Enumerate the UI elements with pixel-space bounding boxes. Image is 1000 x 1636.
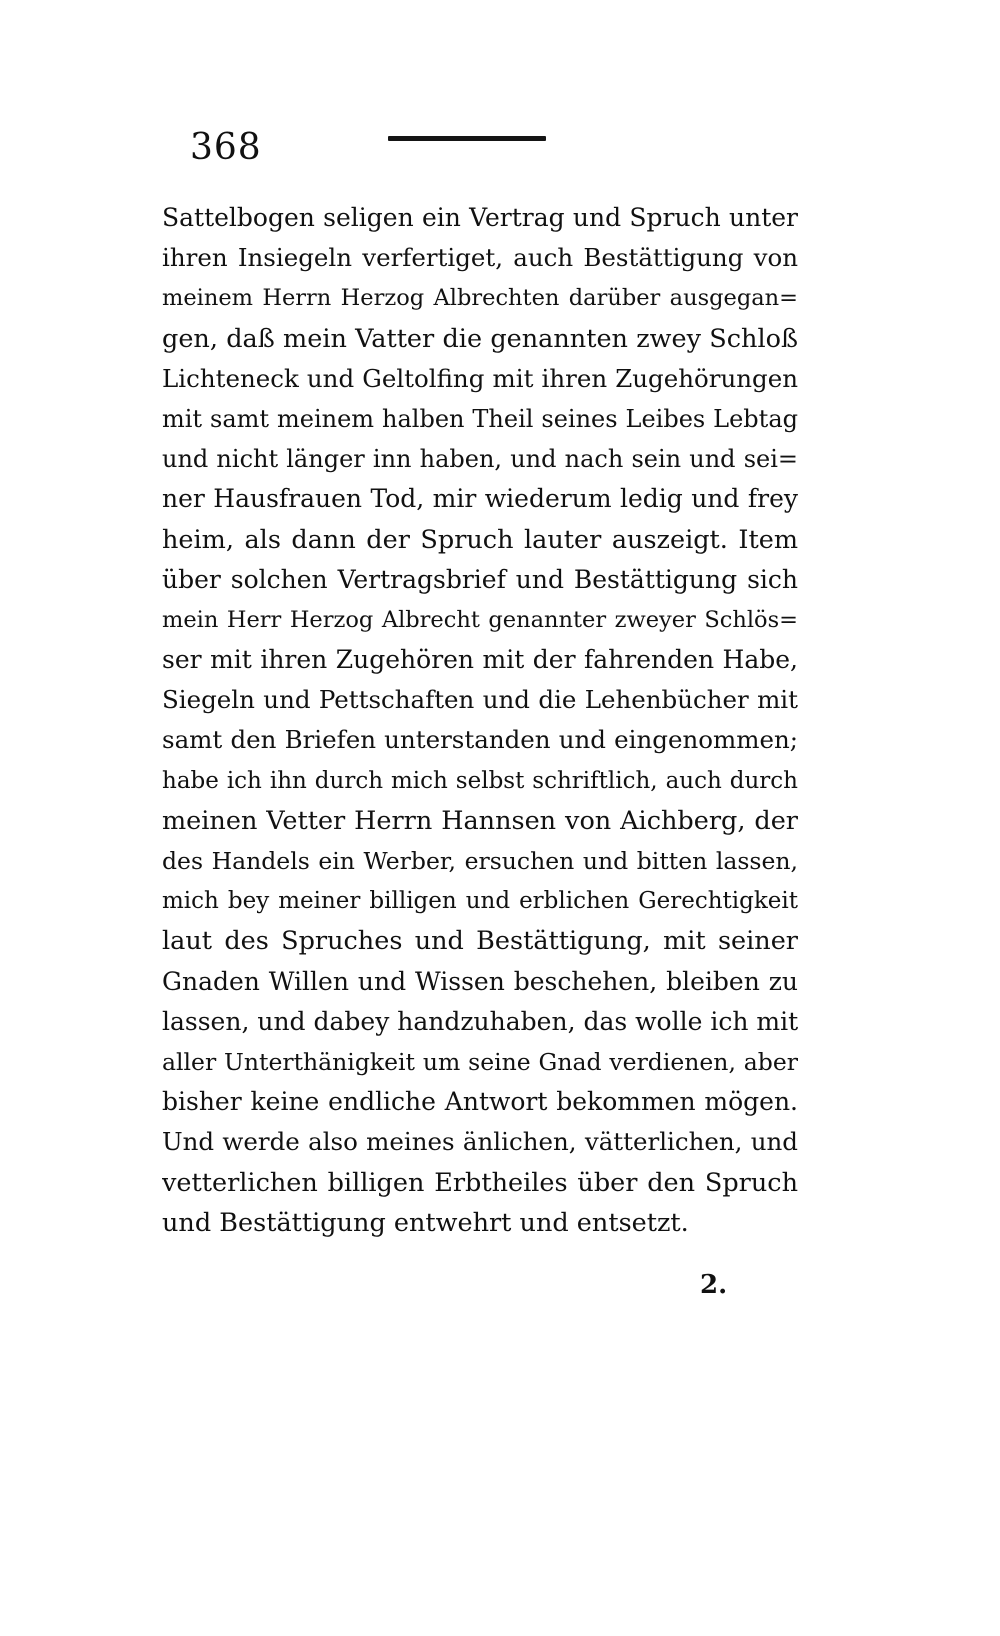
- text-line: mein Herr Herzog Albrecht genannter zweyer Schlös=: [162, 606, 798, 633]
- text-line: ihren Insiegeln verfertiget, auch Bestättigung von: [162, 243, 798, 273]
- text-line: ser mit ihren Zugehören mit der fahrenden Habe,: [162, 645, 798, 675]
- text-line: habe ich ihn durch mich selbst schriftlich, auch durch: [162, 767, 798, 794]
- text-line: Siegeln und Pettschaften und die Lehenbücher mit: [162, 685, 798, 715]
- text-line: lassen, und dabey handzuhaben, das wolle ich mit: [162, 1006, 798, 1036]
- text-line: vetterlichen billigen Erbtheiles über den Spruch: [162, 1167, 798, 1198]
- text-line: meinen Vetter Herrn Hannsen von Aichberg, der: [162, 805, 798, 836]
- text-line: und nicht länger inn haben, und nach sein und sei=: [162, 445, 798, 474]
- text-line: Lichteneck und Geltolfing mit ihren Zugehörungen: [162, 363, 798, 393]
- text-line: bisher keine endliche Antwort bekommen mögen.: [162, 1087, 798, 1117]
- catchword: 2.: [700, 1270, 728, 1300]
- text-line: Sattelbogen seligen ein Vertrag und Spruch unter: [162, 203, 798, 232]
- text-line: des Handels ein Werber, ersuchen und bitten lassen,: [162, 847, 798, 875]
- text-line: heim, als dann der Spruch lauter auszeigt. Item: [162, 524, 798, 555]
- text-line: laut des Spruches und Bestättigung, mit seiner: [162, 926, 798, 957]
- text-line: mich bey meiner billigen und erblichen Gerechtigkeit: [162, 888, 798, 915]
- text-line: aller Unterthänigkeit um seine Gnad verdienen, aber: [162, 1047, 798, 1076]
- text-line: und Bestättigung entwehrt und entsetzt.: [162, 1207, 689, 1238]
- text-line: Und werde also meines änlichen, vätterlichen, und: [162, 1127, 798, 1157]
- text-line: meinem Herrn Herzog Albrechten darüber ausgegan=: [162, 285, 798, 312]
- page-number: 368: [190, 127, 262, 168]
- text-line: samt den Briefen unterstanden und eingenommen;: [162, 725, 798, 755]
- body-text: [162, 198, 798, 1243]
- text-line: über solchen Vertragsbrief und Bestättigung sich: [162, 564, 798, 594]
- text-line: ner Hausfrauen Tod, mir wiederum ledig und frey: [162, 484, 798, 514]
- text-line: mit samt meinem halben Theil seines Leibes Lebtag: [162, 404, 798, 433]
- text-line: gen, daß mein Vatter die genannten zwey Schloß: [162, 323, 798, 354]
- text-line: Gnaden Willen und Wissen beschehen, bleiben zu: [162, 966, 798, 996]
- header-rule: [388, 136, 546, 141]
